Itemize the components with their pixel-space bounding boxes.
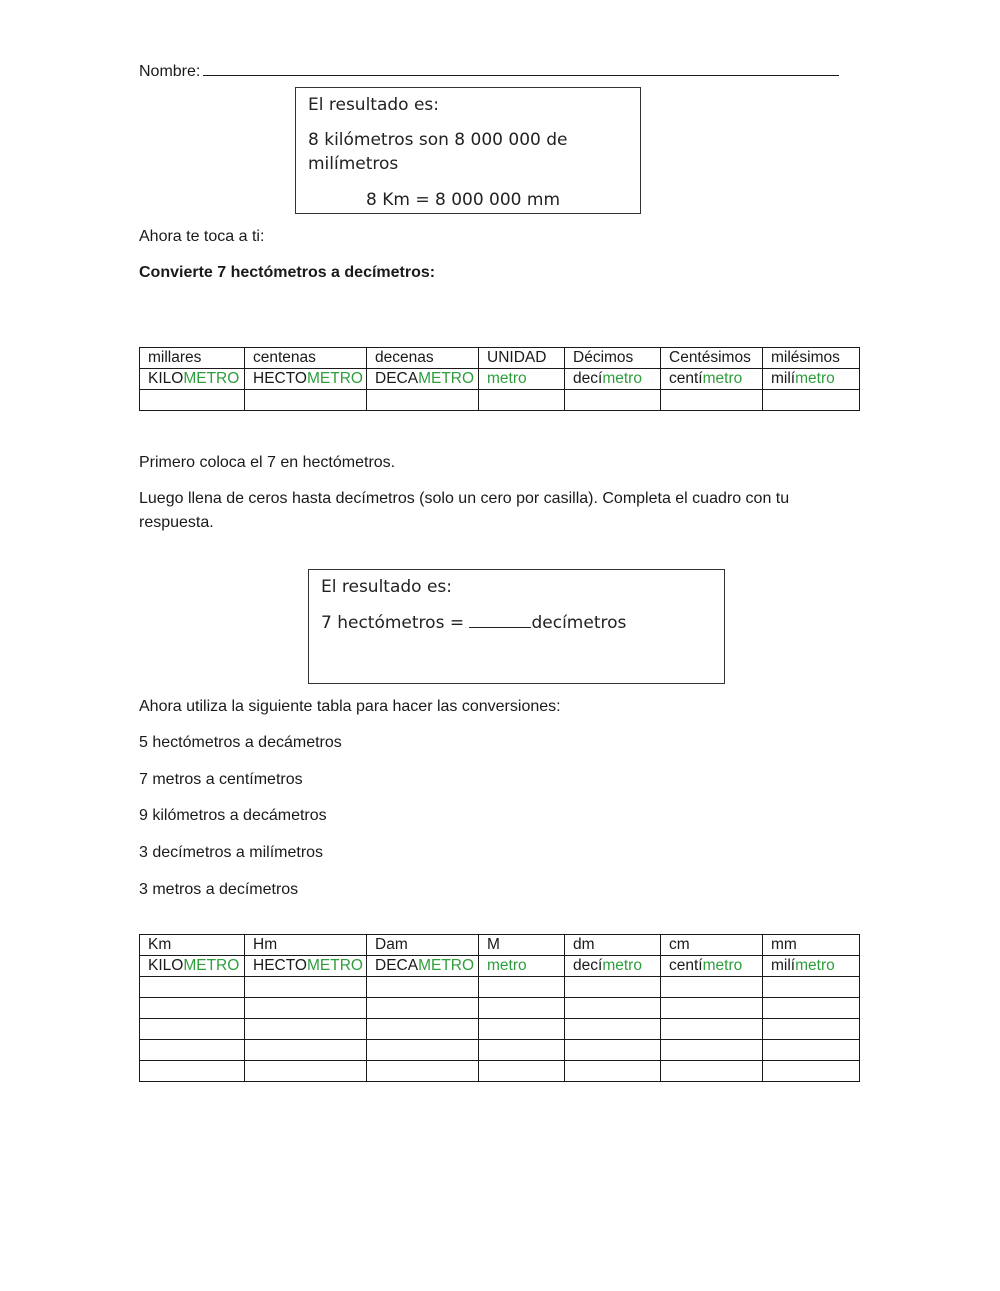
answer-cell[interactable] xyxy=(479,1019,565,1040)
answer-cell[interactable] xyxy=(565,390,661,411)
answer-row xyxy=(140,1040,860,1061)
unit-cell: HECTOMETRO xyxy=(245,369,367,390)
answer-cell[interactable] xyxy=(479,1061,565,1082)
unit-cell: HECTOMETRO xyxy=(245,956,367,977)
answer-cell[interactable] xyxy=(367,1040,479,1061)
table-unit-row xyxy=(140,369,860,390)
answer-row xyxy=(140,977,860,998)
name-field-row xyxy=(139,59,839,81)
unit-cell: decímetro xyxy=(565,369,661,390)
unit-cell: KILOMETRO xyxy=(140,369,245,390)
header-cell: M xyxy=(479,935,565,956)
header-cell: centenas xyxy=(245,348,367,369)
answer-cell[interactable] xyxy=(245,1040,367,1061)
table-header-row xyxy=(140,348,860,369)
unit-cell: centímetro xyxy=(661,956,763,977)
answer-cell[interactable] xyxy=(245,1019,367,1040)
answer-cell[interactable] xyxy=(367,390,479,411)
example-box-equation: 8 Km = 8 000 000 mm xyxy=(366,190,561,210)
header-cell: UNIDAD xyxy=(479,348,565,369)
answer-cell[interactable] xyxy=(367,977,479,998)
answer-cell[interactable] xyxy=(367,1061,479,1082)
exercise-item: 7 metros a centímetros xyxy=(139,771,303,788)
answer-cell[interactable] xyxy=(565,1040,661,1061)
answer-cell[interactable] xyxy=(661,977,763,998)
unit-cell: milímetro xyxy=(763,369,860,390)
answer-row xyxy=(140,1061,860,1082)
answer-box-equation xyxy=(321,613,626,633)
answer-cell[interactable] xyxy=(245,977,367,998)
answer-cell[interactable] xyxy=(140,390,245,411)
task-heading: Convierte 7 hectómetros a decímetros: xyxy=(139,264,436,281)
header-cell: Centésimos xyxy=(661,348,763,369)
answer-cell[interactable] xyxy=(479,998,565,1019)
unit-cell: DECAMETRO xyxy=(367,369,479,390)
answer-cell[interactable] xyxy=(479,1040,565,1061)
answer-cell[interactable] xyxy=(140,1019,245,1040)
answer-row xyxy=(140,998,860,1019)
instruction-2-line1: Luego llena de ceros hasta decímetros (solo un cero por casilla). Completa el cuadro con tu xyxy=(139,490,790,507)
answer-cell[interactable] xyxy=(763,977,860,998)
exercise-item: 3 metros a decímetros xyxy=(139,881,299,898)
example-box-line1: 8 kilómetros son 8 000 000 de xyxy=(308,130,568,150)
answer-cell[interactable] xyxy=(661,1061,763,1082)
header-cell: dm xyxy=(565,935,661,956)
instruction-2-line2: respuesta. xyxy=(139,514,214,531)
answer-cell[interactable] xyxy=(763,1061,860,1082)
unit-cell: milímetro xyxy=(763,956,860,977)
unit-cell: metro xyxy=(479,369,565,390)
answer-cell[interactable] xyxy=(140,1061,245,1082)
answer-cell[interactable] xyxy=(479,390,565,411)
example-result-box xyxy=(295,87,641,214)
table-unit-row xyxy=(140,956,860,977)
example-box-title: El resultado es: xyxy=(308,95,440,115)
header-cell: milésimos xyxy=(763,348,860,369)
answer-cell[interactable] xyxy=(661,1019,763,1040)
header-cell: Dam xyxy=(367,935,479,956)
answer-row xyxy=(140,390,860,411)
answer-cell[interactable] xyxy=(140,1040,245,1061)
answer-cell[interactable] xyxy=(565,1019,661,1040)
answer-cell[interactable] xyxy=(245,998,367,1019)
answer-cell[interactable] xyxy=(763,390,860,411)
header-cell: millares xyxy=(140,348,245,369)
answer-cell[interactable] xyxy=(565,998,661,1019)
answer-cell[interactable] xyxy=(763,1019,860,1040)
answer-cell[interactable] xyxy=(367,998,479,1019)
unit-cell: decímetro xyxy=(565,956,661,977)
header-cell: decenas xyxy=(367,348,479,369)
example-box-line2: milímetros xyxy=(308,154,399,174)
unit-cell: KILOMETRO xyxy=(140,956,245,977)
header-cell: Décimos xyxy=(565,348,661,369)
exercise-item: 3 decímetros a milímetros xyxy=(139,844,324,861)
exercise-item: 9 kilómetros a decámetros xyxy=(139,807,327,824)
header-cell: Km xyxy=(140,935,245,956)
answer-box-left: 7 hectómetros = xyxy=(321,613,470,633)
answer-cell[interactable] xyxy=(661,1040,763,1061)
answer-cell[interactable] xyxy=(661,998,763,1019)
place-value-table xyxy=(139,347,860,411)
answer-result-box xyxy=(308,569,725,684)
answer-cell[interactable] xyxy=(763,998,860,1019)
name-label: Nombre: xyxy=(139,63,201,80)
conversion-table xyxy=(139,934,860,1082)
answer-cell[interactable] xyxy=(565,1061,661,1082)
answer-cell[interactable] xyxy=(763,1040,860,1061)
header-cell: cm xyxy=(661,935,763,956)
answer-cell[interactable] xyxy=(140,998,245,1019)
answer-cell[interactable] xyxy=(245,390,367,411)
answer-cell[interactable] xyxy=(565,977,661,998)
answer-cell[interactable] xyxy=(479,977,565,998)
instruction-3: Ahora utiliza la siguiente tabla para hacer las conversiones: xyxy=(139,698,561,715)
unit-cell: metro xyxy=(479,956,565,977)
intro-text: Ahora te toca a ti: xyxy=(139,228,265,245)
exercise-item: 5 hectómetros a decámetros xyxy=(139,734,342,751)
answer-cell[interactable] xyxy=(367,1019,479,1040)
header-cell: mm xyxy=(763,935,860,956)
answer-box-right: decímetros xyxy=(531,613,627,633)
unit-cell: DECAMETRO xyxy=(367,956,479,977)
header-cell: Hm xyxy=(245,935,367,956)
table-header-row xyxy=(140,935,860,956)
answer-cell[interactable] xyxy=(140,977,245,998)
answer-row xyxy=(140,1019,860,1040)
answer-cell[interactable] xyxy=(661,390,763,411)
name-blank-line[interactable] xyxy=(203,59,839,76)
unit-cell: centímetro xyxy=(661,369,763,390)
answer-cell[interactable] xyxy=(245,1061,367,1082)
answer-blank[interactable] xyxy=(469,613,531,628)
instruction-1: Primero coloca el 7 en hectómetros. xyxy=(139,454,396,471)
answer-box-title: El resultado es: xyxy=(321,577,453,597)
